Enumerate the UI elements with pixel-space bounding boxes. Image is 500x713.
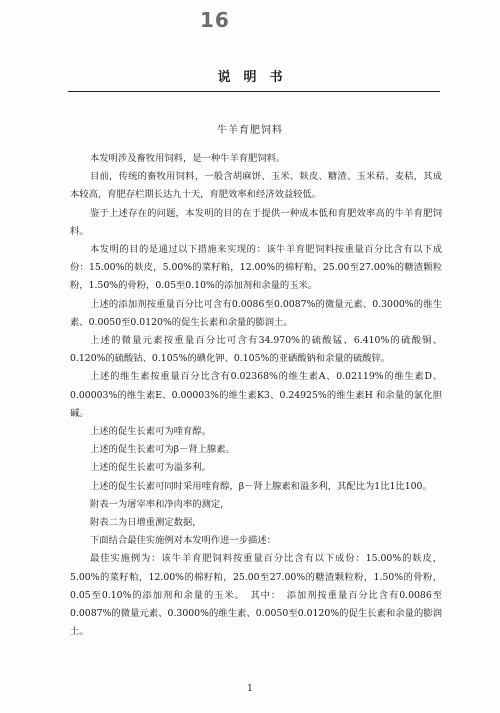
- page-number: 1: [247, 684, 253, 694]
- paragraph: 上述的维生素按重量百分比含有0.02368%的维生素A、0.02119%的维生素D、0.00003%的维生素E、0.00003%的维生素K3、0.24925%的维生素H 和余量的氯化胆碱。: [70, 371, 442, 419]
- paragraph: 上述的促生长素可为喹育醇。: [90, 426, 211, 438]
- paragraph: 上述的微量元素按重量百分比可含有34.970%的硫酸锰、6.410%的硫酸铜、0.120%的硫酸钴、0.105%的碘化钾、0.105%的亚硒酸钠和余量的硫酸锌。: [70, 335, 442, 365]
- document-body: [70, 150, 442, 641]
- paragraph: 上述的促生长素可为β－肾上腺素。: [90, 444, 235, 456]
- paragraph: 本发明涉及畜牧用饲料，是一种牛羊育肥饲料。: [90, 153, 286, 164]
- paragraph: 附表一为屠宰率和净肉率的测定，: [90, 498, 230, 510]
- document-title: 牛羊育肥饲料: [217, 125, 283, 136]
- paragraph: 本发明的目的是通过以下措施来实现的：该牛羊育肥饲料按重量百分比含有以下成份：15.00%的麸皮，5.00%的菜籽粕，12.00%的棉籽粕，25.00至27.00%的糖渣颗粒粉，1.50%的骨粉，0.05至0.10%的添加剂和余量的玉米。: [70, 244, 442, 292]
- paragraph: 上述的添加剂按重量百分比可含有0.0086至0.0087%的微量元素、0.3000%的维生素、0.0050至0.0120%的促生长素和余量的膨润土。: [70, 298, 442, 328]
- paragraph: 鉴于上述存在的问题，本发明的目的在于提供一种成本低和育肥效率高的牛羊育肥饲料。: [70, 207, 442, 237]
- header-divider: [68, 91, 440, 92]
- paragraph: 最佳实施例为：该牛羊育肥饲料按重量百分比含有以下成份：15.00%的麸皮，5.00%的菜籽粕，12.00%的棉籽粕，25.00至27.00%的糖渣颗粒粉，1.50%的骨粉，0.05至0.10%的添加剂和余量的玉米。 其中： 添加剂按重量百分比含有0.0086至0.0087%的微量元素、0.3000%的维生素、0.0050至0.0120%的促生长素和余量的膨润土。: [70, 553, 442, 638]
- paragraph: 下面结合最佳实施例对本发明作进一步描述：: [90, 535, 276, 547]
- paragraph: 附表二为日增重测定数据，: [90, 517, 202, 529]
- paragraph: 上述的促生长素可为溢多利。: [90, 462, 211, 474]
- paragraph: 上述的促生长素可同时采用喹育醇，β－肾上腺素和溢多利，其配比为1比1比100。: [90, 480, 432, 492]
- header-mark: 16: [200, 8, 230, 32]
- paragraph: 目前，传统的畜牧用饲料，一般含胡麻饼、玉米、麸皮、糖渣、玉米秸、麦秸，其成本较高，育肥存栏期长达九十天，育肥效率和经济效益较低。: [70, 171, 442, 201]
- header-title: 说 明 书: [217, 70, 283, 85]
